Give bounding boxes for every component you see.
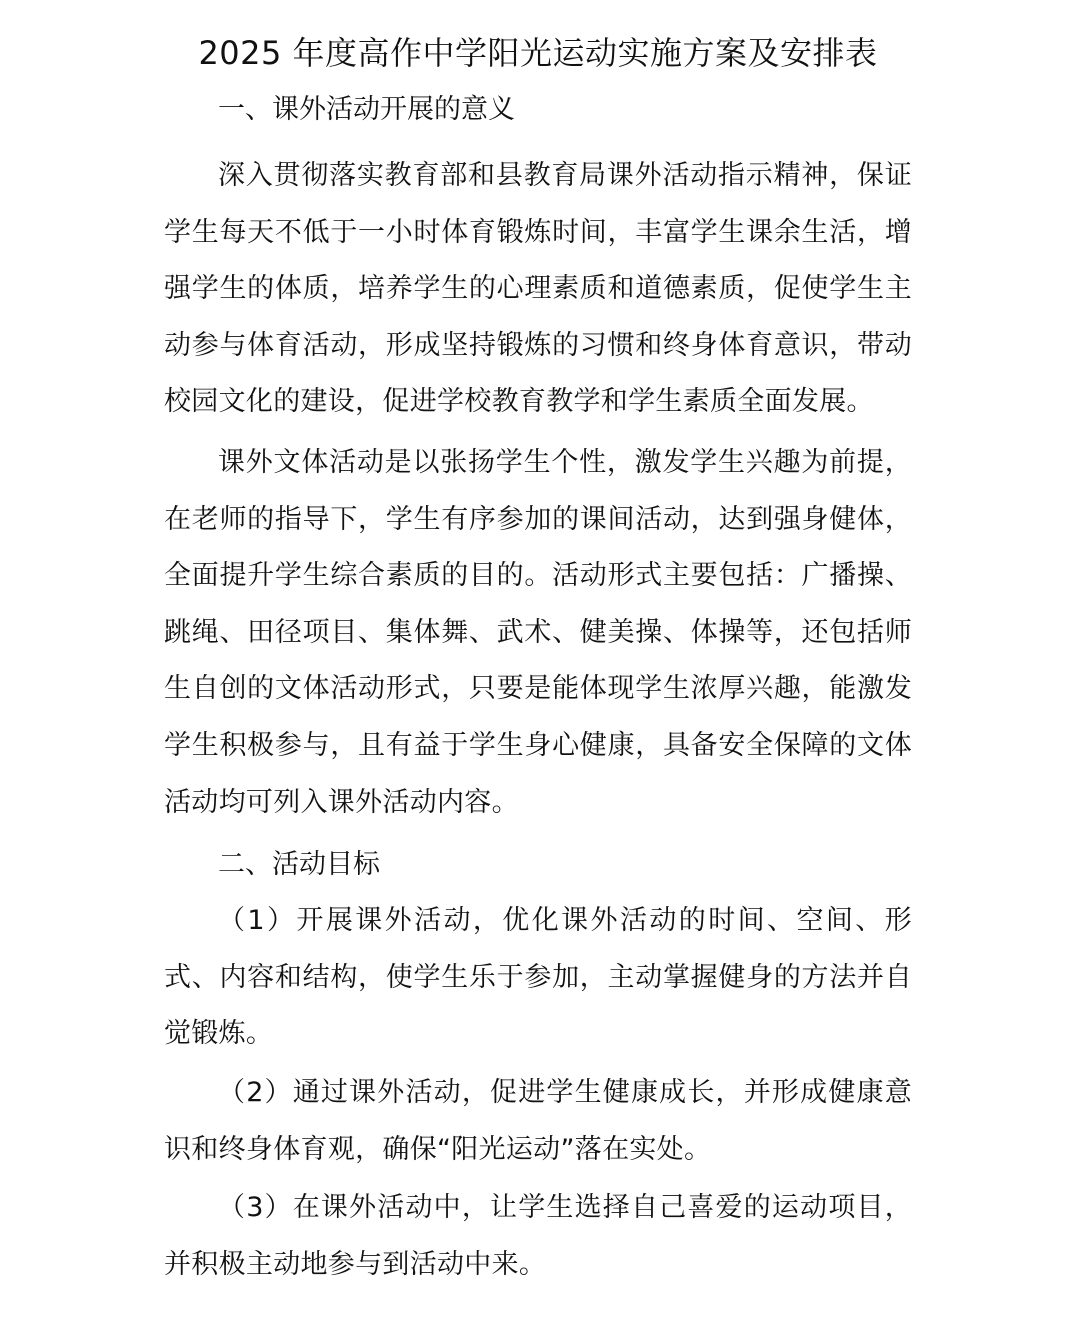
document-page <box>164 28 912 1293</box>
goal-item-1: （1）开展课外活动，优化课外活动的时间、空间、形式、内容和结构，使学生乐于参加，主动掌握健身的方法并自觉锻炼。 <box>164 905 912 1050</box>
section-heading-goals: 二、活动目标 <box>218 849 380 881</box>
paragraph-significance-1: 深入贯彻落实教育部和县教育局课外活动指示精神，保证学生每天不低于一小时体育锻炼时间，丰富学生课余生活，增强学生的体质，培养学生的心理素质和道德素质，促使学生主动参与体育活动，形成坚持锻炼的习惯和终身体育意识，带动校园文化的建设，促进学校教育教学和学生素质全面发展。 <box>164 160 912 418</box>
goal-item-2: （2）通过课外活动，促进学生健康成长，并形成健康意识和终身体育观，确保“阳光运动”落在实处。 <box>164 1076 912 1165</box>
section-heading-significance: 一、课外活动开展的意义 <box>218 94 515 125</box>
goal-item-3: （3）在课外活动中，让学生选择自己喜爱的运动项目，并积极主动地参与到活动中来。 <box>164 1192 912 1280</box>
paragraph-significance-2: 课外文体活动是以张扬学生个性，激发学生兴趣为前提，在老师的指导下，学生有序参加的课间活动，达到强身健体，全面提升学生综合素质的目的。活动形式主要包括：广播操、跳绳、田径项目、集体舞、武术、健美操、体操等，还包括师生自创的文体活动形式，只要是能体现学生浓厚兴趣，能激发学生积极参与，且有益于学生身心健康，具备安全保障的文体活动均可列入课外活动内容。 <box>164 446 912 818</box>
document-title: 2025 年度高作中学阳光运动实施方案及安排表 <box>198 34 878 72</box>
